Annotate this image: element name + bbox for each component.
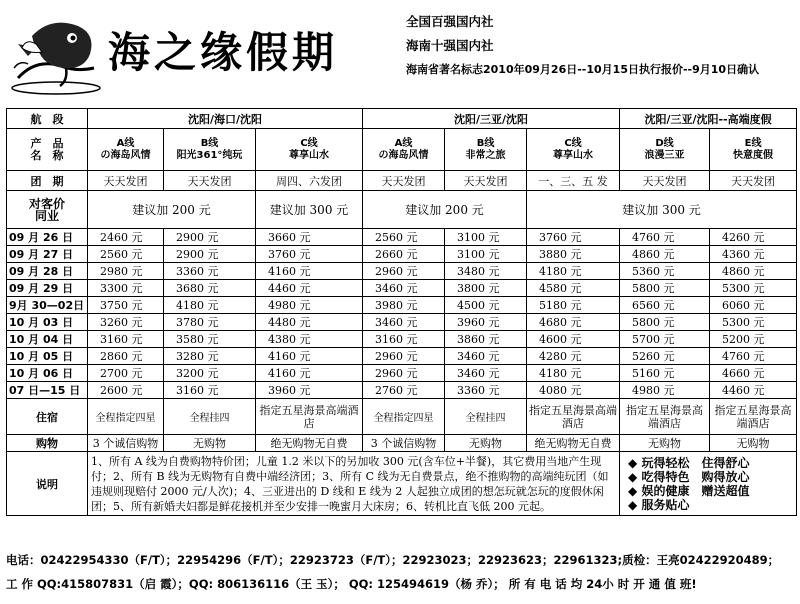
price-cell: 4860 元 xyxy=(620,246,710,263)
group-sanya-premium: 沈阳/三亚/沈阳--高端度假 xyxy=(620,109,797,129)
price-cell: 4480 元 xyxy=(256,314,363,331)
suggestion-cell: 建议加 200 元 xyxy=(363,191,527,229)
price-cell: 5360 元 xyxy=(620,263,710,280)
tagline-top10: 海南十强国内社 xyxy=(406,38,494,53)
product-line: C线 xyxy=(564,137,582,149)
price-cell: 4080 元 xyxy=(527,382,620,399)
price-cell: 3460 元 xyxy=(445,348,527,365)
price-cell: 3300 元 xyxy=(88,280,164,297)
price-cell: 3860 元 xyxy=(445,331,527,348)
lodging-cell: 指定五星海景高端酒店 xyxy=(256,399,363,435)
price-cell: 4360 元 xyxy=(710,246,797,263)
price-cell: 4460 元 xyxy=(256,280,363,297)
price-cell: 4760 元 xyxy=(710,348,797,365)
price-label-client: 对客价 xyxy=(28,196,65,211)
price-cell: 3760 元 xyxy=(527,229,620,246)
price-cell: 3460 元 xyxy=(363,280,445,297)
header xyxy=(0,0,800,108)
lodging-cell: 全程指定四星 xyxy=(363,399,445,435)
price-cell: 4660 元 xyxy=(710,365,797,382)
price-cell: 3780 元 xyxy=(164,314,256,331)
price-cell: 4160 元 xyxy=(256,263,363,280)
product-name: 浪漫三亚 xyxy=(644,149,685,161)
tagline-top100: 全国百强国内社 xyxy=(406,14,494,29)
product-line: C线 xyxy=(300,137,318,149)
price-row xyxy=(7,229,797,246)
schedule-cell: 天天发团 xyxy=(363,171,445,191)
notes-label: 说明 xyxy=(7,452,88,516)
price-cell: 6560 元 xyxy=(620,297,710,314)
schedule-cell: 天天发团 xyxy=(620,171,710,191)
price-cell: 2860 元 xyxy=(88,348,164,365)
price-cell: 3960 元 xyxy=(256,382,363,399)
slogans xyxy=(620,452,797,516)
price-cell: 4860 元 xyxy=(710,263,797,280)
schedule-cell: 天天发团 xyxy=(710,171,797,191)
section-label: 航 段 xyxy=(7,109,88,129)
price-cell: 4380 元 xyxy=(256,331,363,348)
price-cell: 5800 元 xyxy=(620,280,710,297)
price-cell: 2760 元 xyxy=(363,382,445,399)
price-table xyxy=(6,108,797,516)
price-cell: 4180 元 xyxy=(164,297,256,314)
product-cell xyxy=(363,129,445,171)
price-cell: 3100 元 xyxy=(445,229,527,246)
price-cell: 2960 元 xyxy=(363,365,445,382)
price-cell: 3360 元 xyxy=(164,263,256,280)
product-line: B线 xyxy=(200,137,219,149)
slogan-item: ◆ 娱的健康 赠送超值 xyxy=(628,483,750,498)
suggestion-cell: 建议加 300 元 xyxy=(527,191,797,229)
product-label-line1: 产 品 xyxy=(30,136,64,150)
price-cell: 3680 元 xyxy=(164,280,256,297)
price-cell: 5300 元 xyxy=(710,280,797,297)
price-cell: 3160 元 xyxy=(164,382,256,399)
date-cell: 09 月 27 日 xyxy=(7,246,88,263)
price-cell: 3750 元 xyxy=(88,297,164,314)
contact-phones: 电话：02422954330（F/T）；22954296（F/T）；22923723（F/T）；22923023；22923623；22961323;质检：王亮02422920489； xyxy=(6,553,780,567)
date-cell: 9月 30—02日 xyxy=(7,297,88,314)
price-row xyxy=(7,246,797,263)
lodging-cell: 指定五星海景高端酒店 xyxy=(620,399,710,435)
suggestion-cell: 建议加 300 元 xyxy=(256,191,363,229)
product-cell xyxy=(527,129,620,171)
price-cell: 3160 元 xyxy=(363,331,445,348)
price-cell: 3880 元 xyxy=(527,246,620,263)
price-label-trade: 同业 xyxy=(34,208,59,223)
slogan-item: ◆ 吃得特色 购得放心 xyxy=(628,469,750,484)
group-haikou: 沈阳/海口/沈阳 xyxy=(88,109,363,129)
price-cell: 2560 元 xyxy=(88,246,164,263)
price-cell: 3980 元 xyxy=(363,297,445,314)
price-cell: 5160 元 xyxy=(620,365,710,382)
price-cell: 3280 元 xyxy=(164,348,256,365)
notes-text: 1、所有 A 线为自费购物特价团；儿童 1.2 米以下的另加收 300 元(含车位+半餐)，其它费用当地产生现付；2、所有 B 线为无购物有自费中端经济团；3、所有 C 线为无自费景点，绝不推购物的高端纯玩团（如违规则现赔付 2000 元/人次)；4、三亚进出的 D 线和 E 线为 2 人起独立成团的想怎玩就怎玩的度假休闲团；5、所有新婚夫妇都是鲜花接机并至少安排一晚蜜月大床房；6、转机比直飞低 200 元起。 xyxy=(88,452,620,516)
price-cell: 3580 元 xyxy=(164,331,256,348)
price-cell: 3460 元 xyxy=(445,365,527,382)
suggestion-row xyxy=(7,191,797,229)
shopping-cell: 无购物 xyxy=(164,435,256,452)
price-row xyxy=(7,348,797,365)
price-cell: 5200 元 xyxy=(710,331,797,348)
footer xyxy=(6,548,796,596)
price-cell: 2900 元 xyxy=(164,229,256,246)
product-line: D线 xyxy=(655,137,674,149)
price-cell: 2660 元 xyxy=(363,246,445,263)
price-cell: 2600 元 xyxy=(88,382,164,399)
product-cell xyxy=(710,129,797,171)
product-cell xyxy=(88,129,164,171)
price-row xyxy=(7,280,797,297)
price-cell: 4680 元 xyxy=(527,314,620,331)
date-cell: 10 月 05 日 xyxy=(7,348,88,365)
lodging-cell: 全程指定四星 xyxy=(88,399,164,435)
price-cell: 5700 元 xyxy=(620,331,710,348)
product-name: 非常之旅 xyxy=(465,149,506,161)
product-name: の海岛风情 xyxy=(100,149,151,161)
lodging-label: 住宿 xyxy=(7,399,88,435)
dolphin-logo-icon xyxy=(6,8,106,103)
price-cell: 2980 元 xyxy=(88,263,164,280)
price-cell: 4600 元 xyxy=(527,331,620,348)
price-cell: 2960 元 xyxy=(363,348,445,365)
shopping-cell: 无购物 xyxy=(445,435,527,452)
price-cell: 2460 元 xyxy=(88,229,164,246)
price-cell: 5180 元 xyxy=(527,297,620,314)
price-cell: 6060 元 xyxy=(710,297,797,314)
shopping-cell: 无购物 xyxy=(710,435,797,452)
date-cell: 10 月 06 日 xyxy=(7,365,88,382)
price-row xyxy=(7,297,797,314)
lodging-cell: 指定五星海景高端酒店 xyxy=(527,399,620,435)
shopping-cell: 绝无购物无自费 xyxy=(527,435,620,452)
price-cell: 5800 元 xyxy=(620,314,710,331)
price-cell: 4500 元 xyxy=(445,297,527,314)
price-cell: 3660 元 xyxy=(256,229,363,246)
schedule-cell: 天天发团 xyxy=(164,171,256,191)
date-cell: 10 月 03 日 xyxy=(7,314,88,331)
price-cell: 3160 元 xyxy=(88,331,164,348)
lodging-cell: 全程挂四 xyxy=(164,399,256,435)
price-cell: 3360 元 xyxy=(445,382,527,399)
product-line: B线 xyxy=(476,137,495,149)
product-line: A线 xyxy=(394,137,413,149)
price-row xyxy=(7,382,797,399)
schedule-cell: 天天发团 xyxy=(445,171,527,191)
price-cell: 3480 元 xyxy=(445,263,527,280)
shopping-cell: 绝无购物无自费 xyxy=(256,435,363,452)
shopping-cell: 3 个诚信购物 xyxy=(88,435,164,452)
price-cell: 4180 元 xyxy=(527,263,620,280)
product-name: 尊享山水 xyxy=(553,149,594,161)
price-rows xyxy=(7,229,797,399)
shopping-cell: 无购物 xyxy=(620,435,710,452)
price-row xyxy=(7,314,797,331)
date-cell: 09 月 26 日 xyxy=(7,229,88,246)
price-cell: 5300 元 xyxy=(710,314,797,331)
price-cell: 3460 元 xyxy=(363,314,445,331)
price-label xyxy=(7,191,88,229)
product-name: 快意度假 xyxy=(733,149,774,161)
price-cell: 4280 元 xyxy=(527,348,620,365)
taglines xyxy=(406,10,759,82)
product-name: 阳光361°纯玩 xyxy=(176,149,243,161)
price-cell: 5260 元 xyxy=(620,348,710,365)
price-cell: 4580 元 xyxy=(527,280,620,297)
price-cell: 4460 元 xyxy=(710,382,797,399)
price-cell: 3200 元 xyxy=(164,365,256,382)
route-header-row xyxy=(7,109,797,129)
price-cell: 2960 元 xyxy=(363,263,445,280)
group-sanya: 沈阳/三亚/沈阳 xyxy=(363,109,620,129)
price-cell: 3100 元 xyxy=(445,246,527,263)
notes-row xyxy=(7,452,797,516)
product-name: 尊享山水 xyxy=(289,149,329,161)
product-cell xyxy=(164,129,256,171)
lodging-cell: 指定五星海景高端酒店 xyxy=(710,399,797,435)
product-name: の海岛风情 xyxy=(378,149,429,161)
price-row xyxy=(7,365,797,382)
product-cell xyxy=(620,129,710,171)
lodging-row xyxy=(7,399,797,435)
product-label xyxy=(7,129,88,171)
product-line: E线 xyxy=(744,137,762,149)
product-row xyxy=(7,129,797,171)
price-cell: 2900 元 xyxy=(164,246,256,263)
price-cell: 3260 元 xyxy=(88,314,164,331)
slogan-item: ◆ 玩得轻松 住得舒心 xyxy=(628,455,750,470)
date-cell: 07 日—15 日 xyxy=(7,382,88,399)
schedule-row xyxy=(7,171,797,191)
lodging-cell: 全程挂四 xyxy=(445,399,527,435)
price-cell: 4760 元 xyxy=(620,229,710,246)
price-cell: 3760 元 xyxy=(256,246,363,263)
brand-title: 海之缘假期 xyxy=(108,28,339,77)
date-cell: 10 月 04 日 xyxy=(7,331,88,348)
price-cell: 4160 元 xyxy=(256,365,363,382)
product-cell xyxy=(256,129,363,171)
date-cell: 09 月 29 日 xyxy=(7,280,88,297)
price-cell: 2700 元 xyxy=(88,365,164,382)
product-cell xyxy=(445,129,527,171)
contact-qq: 工 作 QQ:415807831（启 霞）；QQ: 806136116（王 玉）； QQ: 125494619（杨 乔）； 所 有 电 话 均 24小 时 开 通 值 班! xyxy=(6,577,697,591)
notice-line: 海南省著名标志2010年09月26日--10月15日执行报价--9月10日确认 xyxy=(406,63,760,76)
price-cell: 4180 元 xyxy=(527,365,620,382)
shopping-cell: 3 个诚信购物 xyxy=(363,435,445,452)
price-cell: 4160 元 xyxy=(256,348,363,365)
price-cell: 3960 元 xyxy=(445,314,527,331)
product-label-line2: 名 称 xyxy=(30,148,64,162)
slogan-item: ◆ 服务贴心 xyxy=(628,497,690,512)
price-cell: 4980 元 xyxy=(620,382,710,399)
shopping-row xyxy=(7,435,797,452)
price-cell: 2560 元 xyxy=(363,229,445,246)
schedule-cell: 天天发团 xyxy=(88,171,164,191)
schedule-cell: 一、三、五 发 xyxy=(527,171,620,191)
schedule-label: 团 期 xyxy=(7,171,88,191)
schedule-cell: 周四、六发团 xyxy=(256,171,363,191)
date-cell: 09 月 28 日 xyxy=(7,263,88,280)
price-row xyxy=(7,263,797,280)
shopping-label: 购物 xyxy=(7,435,88,452)
product-line: A线 xyxy=(116,137,135,149)
price-cell: 4260 元 xyxy=(710,229,797,246)
price-cell: 4980 元 xyxy=(256,297,363,314)
price-cell: 3800 元 xyxy=(445,280,527,297)
suggestion-cell: 建议加 200 元 xyxy=(88,191,256,229)
price-row xyxy=(7,331,797,348)
